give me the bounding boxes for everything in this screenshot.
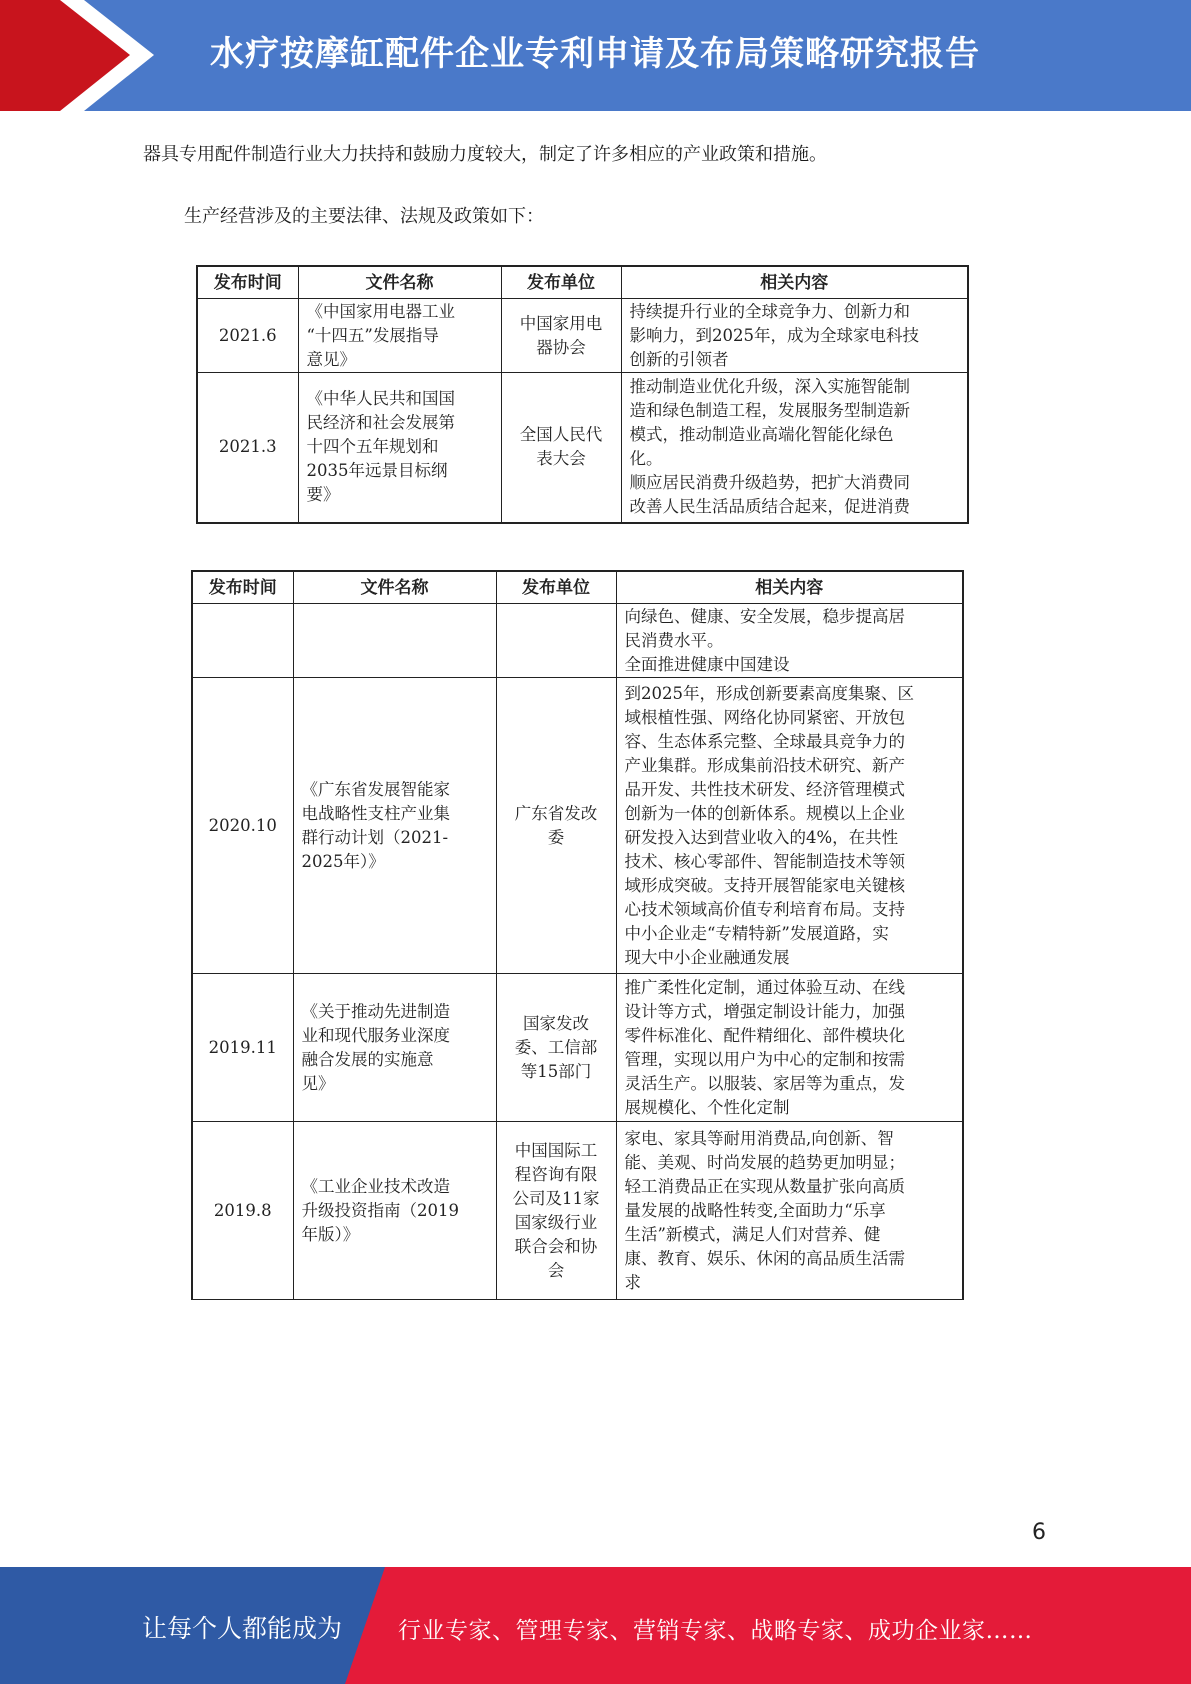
- table-row: [197, 373, 968, 523]
- cell-date: 2021.6: [197, 299, 298, 373]
- cell-content-line: 域形成突破。支持开展智能家电关键核: [624, 875, 905, 895]
- cell-content-line: 全面推进健康中国建设: [624, 654, 790, 674]
- cell-content-line: 设计等方式，增强定制设计能力，加强: [624, 1001, 905, 1021]
- table-row: [192, 974, 963, 1122]
- page-number: 6: [1032, 1520, 1046, 1545]
- cell-content-line: 化。: [629, 449, 663, 469]
- cell-date: 2020.10: [192, 678, 293, 974]
- cell-issuer-line: 等15部门: [520, 1061, 592, 1081]
- cell-issuer-line: 公司及11家: [512, 1188, 600, 1208]
- cell-content-line: 康、教育、娱乐、休闲的高品质生活需: [624, 1248, 905, 1268]
- cell-content-line: 管理，实现以用户为中心的定制和按需: [624, 1049, 905, 1069]
- cell-document-name-line: “十四五”发展指导: [306, 325, 439, 345]
- cell-content-line: 中小企业走“专精特新”发展道路，实: [624, 923, 889, 943]
- cell-content-line: 民消费水平。: [624, 630, 724, 650]
- cell-document-name-line: 十四个五年规划和: [306, 437, 439, 457]
- cell-content-line: 研发投入达到营业收入的4%，在共性: [624, 827, 899, 847]
- cell-issuer-line: 委: [547, 827, 565, 847]
- cell-issuer-line: 器协会: [536, 337, 586, 357]
- cell-issuer: [501, 299, 621, 373]
- cell-content: [621, 373, 968, 523]
- header-content: 相关内容: [621, 266, 968, 299]
- cell-issuer-line: 中国家用电: [519, 313, 603, 333]
- cell-document-name-line: 业和现代服务业深度: [301, 1025, 450, 1045]
- cell-document-name-line: 民经济和社会发展第: [306, 413, 455, 433]
- cell-issuer: [496, 1122, 616, 1300]
- cell-content-line: 创新的引领者: [629, 349, 729, 369]
- cell-content-line: 推广柔性化定制，通过体验互动、在线: [624, 977, 905, 997]
- policy-table-2: [191, 570, 964, 1300]
- cell-content-line: 持续提升行业的全球竞争力、创新力和: [629, 301, 910, 321]
- cell-content-line: 展规模化、个性化定制: [624, 1097, 790, 1117]
- cell-issuer: [501, 373, 621, 523]
- cell-content-line: 顺应居民消费升级趋势，把扩大消费同: [629, 473, 910, 493]
- header-banner: [0, 0, 1191, 111]
- cell-issuer-line: 委、工信部: [514, 1037, 598, 1057]
- cell-issuer: [496, 678, 616, 974]
- footer-slogan-left: 让每个人都能成为: [142, 1614, 343, 1643]
- cell-content-line: 到2025年，形成创新要素高度集聚、区: [624, 683, 914, 703]
- header-content: 相关内容: [616, 571, 963, 604]
- header-org: 发布单位: [496, 571, 616, 604]
- report-title: 水疗按摩缸配件企业专利申请及布局策略研究报告: [210, 34, 980, 74]
- cell-content: [616, 678, 963, 974]
- cell-document-name-line: 《中华人民共和国国: [306, 389, 455, 409]
- cell-content-line: 推动制造业优化升级，深入实施智能制: [629, 377, 910, 397]
- cell-issuer-line: 国家发改: [523, 1013, 589, 1033]
- cell-content-line: 造和绿色制造工程，发展服务型制造新: [629, 401, 910, 421]
- cell-issuer-line: 全国人民代: [519, 425, 603, 445]
- table-row: [192, 604, 963, 678]
- cell-content-line: 轻工消费品正在实现从数量扩张向高质: [624, 1176, 905, 1196]
- cell-content-line: 现大中小企业融通发展: [624, 947, 790, 967]
- header-date: 发布时间: [192, 571, 293, 604]
- cell-content-line: 改善人民生活品质结合起来，促进消费: [629, 497, 910, 517]
- header-red-block: [0, 0, 150, 111]
- cell-document-name: [293, 604, 496, 678]
- cell-content-line: 容、生态体系完整、全球最具竞争力的: [624, 731, 905, 751]
- table-row: [197, 299, 968, 373]
- cell-issuer: [496, 604, 616, 678]
- cell-content-line: 品开发、共性技术研发、经济管理模式: [624, 779, 905, 799]
- cell-document-name-line: 群行动计划（2021-: [301, 827, 449, 847]
- cell-issuer-line: 会: [547, 1260, 565, 1280]
- table-header-row: [197, 266, 968, 299]
- table-row: [192, 678, 963, 974]
- cell-content: [621, 299, 968, 373]
- cell-issuer-line: 中国国际工: [514, 1140, 598, 1160]
- cell-document-name: [298, 299, 501, 373]
- cell-document-name-line: 升级投资指南（2019: [301, 1200, 459, 1220]
- cell-document-name-line: 《工业企业技术改造: [301, 1176, 450, 1196]
- cell-document-name: [298, 373, 501, 523]
- cell-document-name-line: 《关于推动先进制造: [301, 1001, 450, 1021]
- header-org: 发布单位: [501, 266, 621, 299]
- header-name: 文件名称: [298, 266, 501, 299]
- cell-document-name-line: 《中国家用电器工业: [306, 301, 455, 321]
- cell-date: 2019.8: [192, 1122, 293, 1300]
- cell-content-line: 量发展的战略性转变,全面助力“乐享: [624, 1200, 886, 1220]
- cell-document-name-line: 见》: [301, 1073, 335, 1093]
- cell-document-name-line: 电战略性支柱产业集: [301, 803, 450, 823]
- cell-document-name-line: 年版）》: [301, 1224, 360, 1244]
- cell-document-name-line: 意见》: [306, 349, 356, 369]
- cell-content-line: 灵活生产。以服装、家居等为重点，发: [624, 1073, 905, 1093]
- intro-paragraph: 器具专用配件制造行业大力扶持和鼓励力度较大，制定了许多相应的产业政策和措施。: [143, 144, 827, 165]
- cell-document-name: [293, 1122, 496, 1300]
- cell-content-line: 创新为一体的创新体系。规模以上企业: [624, 803, 905, 823]
- header-name: 文件名称: [293, 571, 496, 604]
- cell-document-name-line: 融合发展的实施意: [301, 1049, 434, 1069]
- footer-banner: [0, 1567, 1191, 1684]
- cell-issuer: [496, 974, 616, 1122]
- laws-intro-paragraph: 生产经营涉及的主要法律、法规及政策如下：: [184, 206, 544, 227]
- cell-content-line: 技术、核心零部件、智能制造技术等领: [624, 851, 905, 871]
- cell-content-line: 心技术领域高价值专利培育布局。支持: [624, 899, 905, 919]
- cell-issuer-line: 程咨询有限: [514, 1164, 598, 1184]
- table-row: [192, 1122, 963, 1300]
- table-header-row: [192, 571, 963, 604]
- cell-content-line: 求: [624, 1272, 641, 1292]
- cell-date: [192, 604, 293, 678]
- cell-content-line: 能、美观、时尚发展的趋势更加明显；: [624, 1152, 905, 1172]
- cell-document-name-line: 要》: [306, 485, 340, 505]
- cell-document-name: [293, 974, 496, 1122]
- cell-content-line: 产业集群。形成集前沿技术研究、新产: [624, 755, 905, 775]
- cell-document-name-line: 2035年远景目标纲: [306, 461, 448, 481]
- cell-content-line: 家电、家具等耐用消费品,向创新、智: [624, 1128, 894, 1148]
- cell-issuer-line: 广东省发改: [514, 803, 598, 823]
- cell-content-line: 模式，推动制造业高端化智能化绿色: [629, 425, 894, 445]
- cell-issuer-line: 联合会和协: [514, 1236, 598, 1256]
- cell-content: [616, 604, 963, 678]
- cell-date: 2021.3: [197, 373, 298, 523]
- cell-content-line: 生活”新模式，满足人们对营养、健: [624, 1224, 881, 1244]
- cell-date: 2019.11: [192, 974, 293, 1122]
- cell-content-line: 向绿色、健康、安全发展，稳步提高居: [624, 606, 905, 626]
- cell-content-line: 零件标准化、配件精细化、部件模块化: [624, 1025, 905, 1045]
- cell-content: [616, 974, 963, 1122]
- footer-slogan-right: 行业专家、管理专家、营销专家、战略专家、成功企业家……: [398, 1618, 1033, 1644]
- cell-content-line: 域根植性强、网络化协同紧密、开放包: [624, 707, 905, 727]
- cell-document-name-line: 《广东省发展智能家: [301, 779, 450, 799]
- cell-document-name-line: 2025年）》: [301, 851, 385, 871]
- header-date: 发布时间: [197, 266, 298, 299]
- cell-document-name: [293, 678, 496, 974]
- cell-issuer-line: 表大会: [536, 449, 586, 469]
- cell-issuer-line: 国家级行业: [514, 1212, 598, 1232]
- policy-table-1: [196, 265, 969, 524]
- cell-content-line: 影响力，到2025年，成为全球家电科技: [629, 325, 919, 345]
- cell-content: [616, 1122, 963, 1300]
